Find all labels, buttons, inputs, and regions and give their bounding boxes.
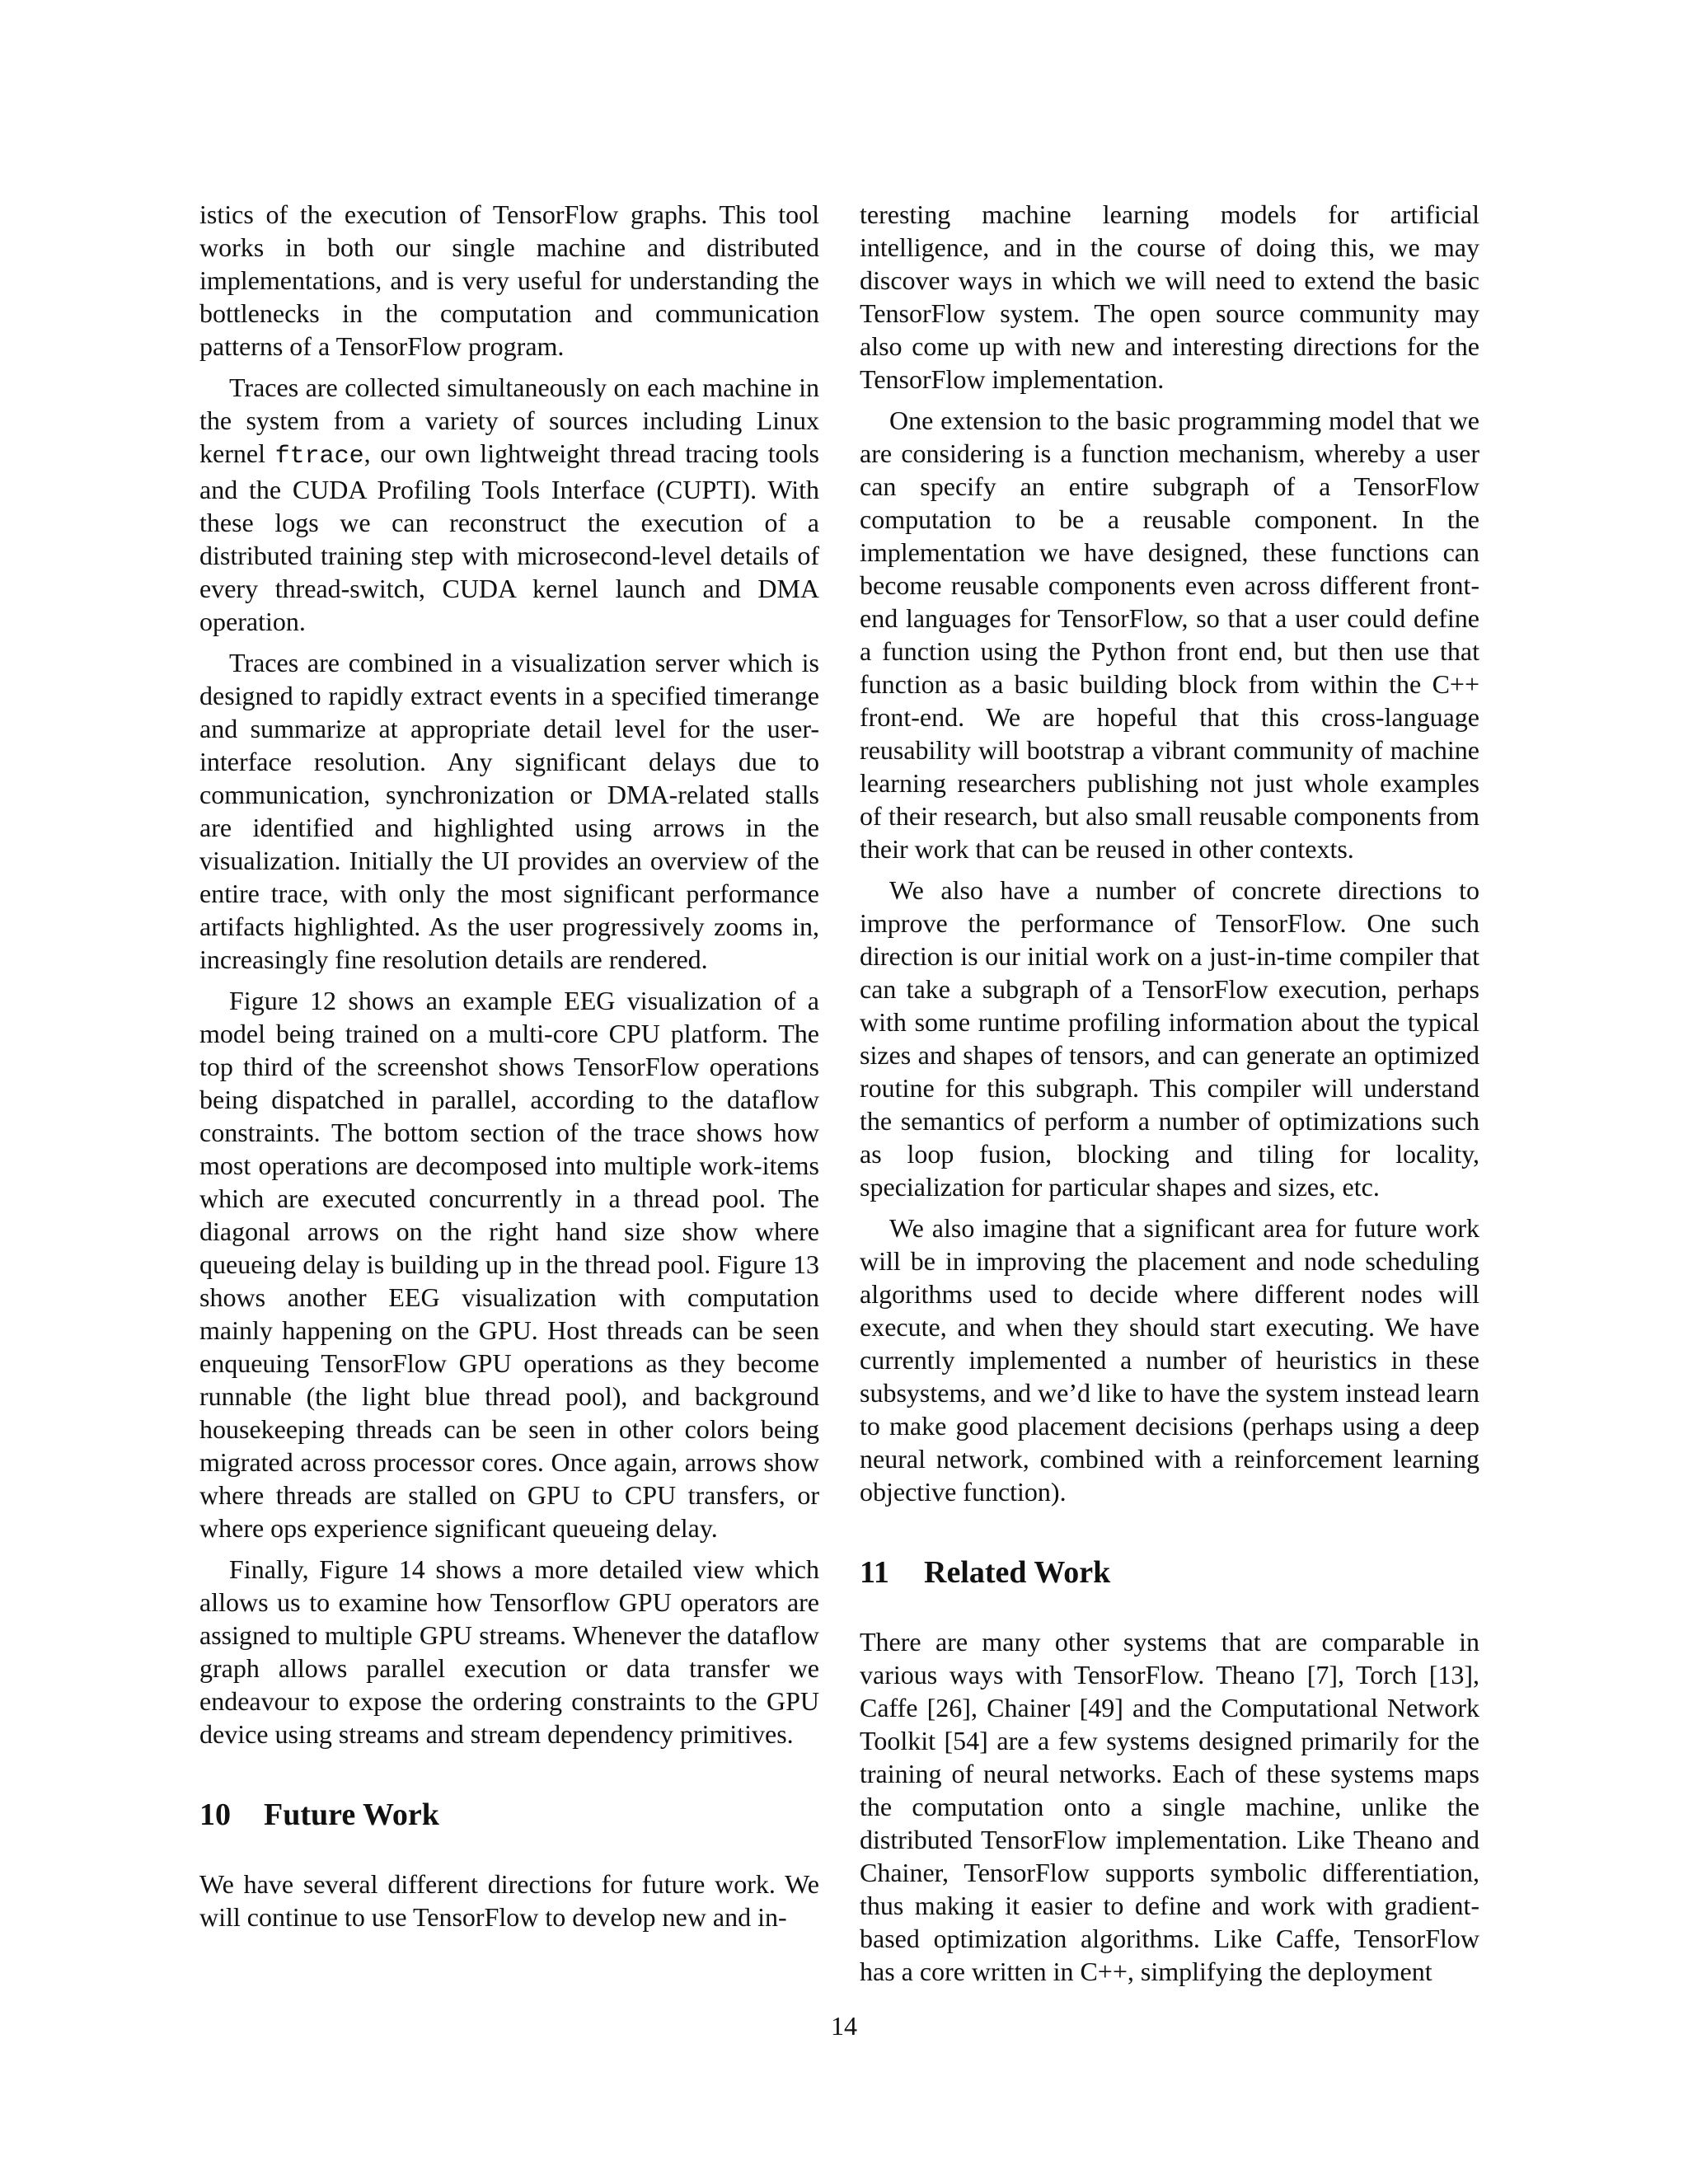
left-column	[199, 198, 819, 1942]
paragraph: Finally, Figure 14 shows a more detailed view which allows us to examine how Tensorflow GPU operators are assigned to multiple GPU streams. Whenever the dataflow graph allows parallel execution or data transfer we endeavour to expose the ordering constraints to the GPU device using streams and stream dependency primitives.	[199, 1554, 819, 1749]
paragraph: We have several different directions for future work. We will continue to use TensorFlow to develop new and in-	[199, 1869, 819, 1932]
page-number: 14	[831, 2011, 857, 2041]
paragraph	[199, 371, 819, 638]
section-heading-related-work	[860, 1554, 1479, 1591]
paragraph: We also have a number of concrete directions to improve the performance of TensorFlow. One such direction is our initial work on a just-in-time compiler that can take a subgraph of a TensorFlow execution, perhaps with some runtime profiling information about the typical sizes and shapes of tensors, and can generate an optimized routine for this subgraph. This compiler will understand the semantics of perform a number of optimizations such as loop fusion, blocking and tiling for locality, specialization for particular shapes and sizes, etc.	[860, 875, 1479, 1202]
section-number: 10	[199, 1797, 231, 1832]
paragraph-text: Traces are collected simultaneously on each machine in the system from a variety of sources including Linux kernel	[199, 373, 819, 468]
paragraph-text: , our own lightweight thread tracing tools and the CUDA Profiling Tools Interface (CUPTI). With these logs we can reconstruct the execution of a distributed training step with microsecond-level details of every thread-switch, CUDA kernel launch and DMA operation.	[199, 438, 820, 636]
section-title: Future Work	[264, 1797, 439, 1832]
paragraph: There are many other systems that are comparable in various ways with TensorFlow. Theano [7], Torch [13], Caffe [26], Chainer [49] and the Computational Network Toolkit [54] are a few systems designed primarily for the training of neural networks. Each of these systems maps the computation onto a single machine, unlike the distributed TensorFlow implementation. Like Theano and Chainer, TensorFlow supports symbolic differentiation, thus making it easier to define and work with gradient-based optimization algorithms. Like Caffe, TensorFlow has a core written in C++, simplifying the deployment	[860, 1627, 1479, 1986]
paragraph: Figure 12 shows an example EEG visualization of a model being trained on a multi-core CPU platform. The top third of the screenshot shows TensorFlow operations being dispatched in parallel, according to the dataflow constraints. The bottom section of the trace shows how most operations are decomposed into multiple work-items which are executed concurrently in a thread pool. The diagonal arrows on the right hand size show where queueing delay is building up in the thread pool. Figure 13 shows another EEG visualization with computation mainly happening on the GPU. Host threads can be seen enqueuing TensorFlow GPU operations as they become runnable (the light blue thread pool), and background housekeeping threads can be seen in other colors being migrated across processor cores. Once again, arrows show where threads are stalled on GPU to CPU transfers, or where ops experience significant queueing delay.	[199, 986, 819, 1543]
paragraph: Traces are combined in a visualization server which is designed to rapidly extract events in a specified timerange and summarize at appropriate detail level for the user-interface resolution. Any significant delays due to communication, synchronization or DMA-related stalls are identified and highlighted using arrows in the visualization. Initially the UI provides an overview of the entire trace, with only the most significant performance artifacts highlighted. As the user progressively zooms in, increasingly fine resolution details are rendered.	[199, 648, 819, 974]
section-number: 11	[860, 1555, 889, 1590]
section-heading-future-work	[199, 1797, 819, 1833]
paragraph: istics of the execution of TensorFlow graphs. This tool works in both our single machine and distributed implementations, and is very useful for understanding the bottlenecks in the computation and communication patterns of a TensorFlow program.	[199, 199, 819, 361]
paragraph: One extension to the basic programming model that we are considering is a function mechanism, whereby a user can specify an entire subgraph of a TensorFlow computation to be a reusable component. In the implementation we have designed, these functions can become reusable components even across different front-end languages for TensorFlow, so that a user could define a function using the Python front end, but then use that function as a basic building block from within the C++ front-end. We are hopeful that this cross-language reusability will bootstrap a vibrant community of machine learning researchers publishing not just whole examples of their research, but also small reusable components from their work that can be reused in other contexts.	[860, 405, 1479, 864]
paragraph: teresting machine learning models for artificial intelligence, and in the course of doing this, we may discover ways in which we will need to extend the basic TensorFlow system. The open source community may also come up with new and interesting directions for the TensorFlow implementation.	[860, 199, 1479, 394]
inline-code: ftrace	[274, 443, 364, 471]
right-column	[860, 198, 1479, 1996]
section-title: Related Work	[924, 1555, 1111, 1590]
paragraph: We also imagine that a significant area for future work will be in improving the placement and node scheduling algorithms used to decide where different nodes will execute, and when they should start executing. We have currently implemented a number of heuristics in these subsystems, and we’d like to have the system instead learn to make good placement decisions (perhaps using a deep neural network, combined with a reinforcement learning objective function).	[860, 1213, 1479, 1507]
